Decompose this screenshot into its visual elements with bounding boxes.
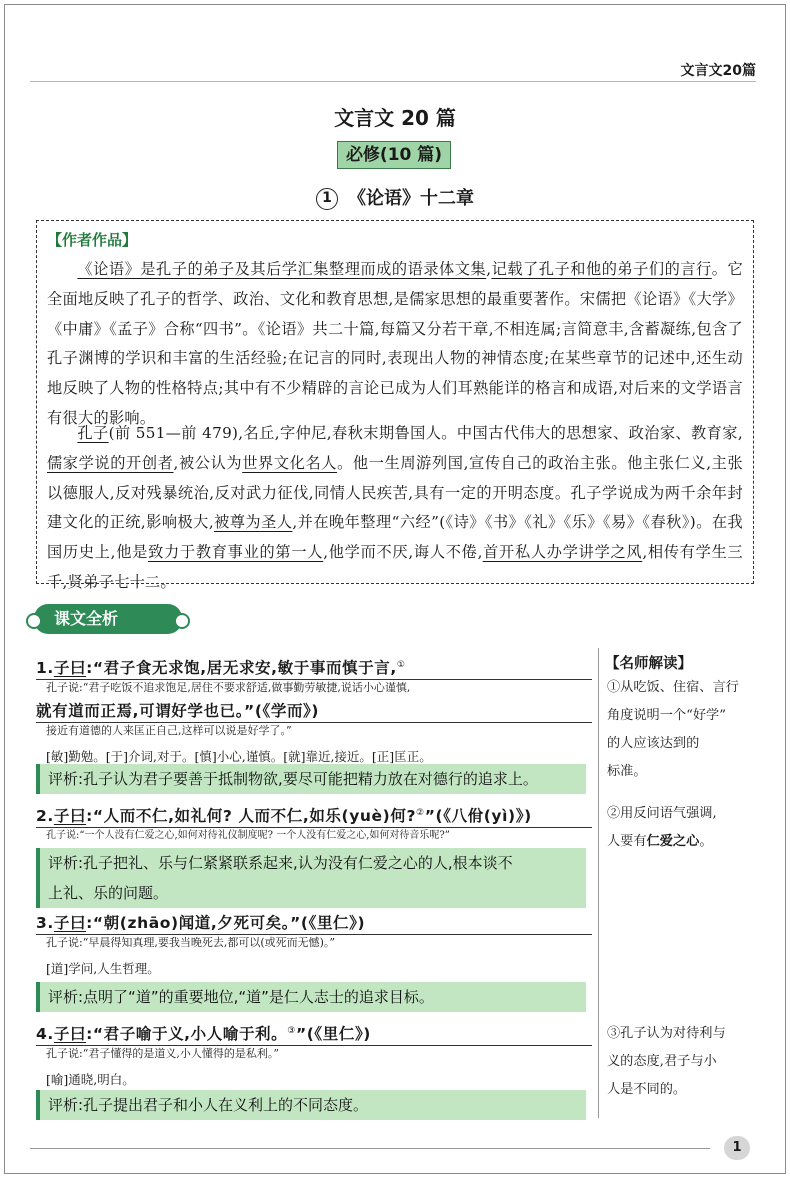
note-marker: ①	[396, 660, 406, 670]
teacher-notes-title: 【名师解读】	[605, 656, 692, 672]
text-run: ,	[486, 260, 492, 278]
passage-item-3	[36, 912, 592, 979]
translation-line: 接近有道德的人来匡正自己,这样可以说是好学了。”	[36, 722, 592, 739]
key-phrase: 世界文化名人	[242, 453, 338, 472]
translation-line: 孔子说:“君子吃饭不追求饱足,居住不要求舒适,做事勤劳敏捷,说话小心谨慎,	[36, 679, 592, 696]
section-banner: 必修(10 篇)	[337, 141, 451, 169]
translation-line: 孔子说:“一个人没有仁爱之心,如何对待礼仪制度呢? 一个人没有仁爱之心,如何对待音乐呢?”	[36, 827, 592, 844]
page-title: 文言文 20 篇	[334, 106, 456, 130]
word-gloss: [喻]通晓,明白。	[46, 1072, 135, 1088]
text-run: 。它全面地反映了孔子的哲学、政治、文化和教育思想,是儒家思想的最重要著作。宋儒把《论语》《大学》《中庸》《孟子》合称“四书”。《论语》共二十篇,每篇又分若干章,不相连属;言简意丰,含蓄凝练,包含了孔子渊博的学识和丰富的生活经验;在记言的同时,表现出人物的神情态度;在某些章节的记述中,还生动地反映了人物的性格特点;其中有不少精辟的言论已成为人们耳熟能详的格言和成语,对后来的文学语言有很大的影响。	[47, 260, 743, 427]
passage-line: 就有道而正焉,可谓好学也已。”(《学而》)	[36, 702, 320, 721]
text-run: ,被公认为	[173, 453, 243, 472]
teacher-note-2: ②用反问语气强调, 人要有仁爱之心。	[607, 806, 717, 849]
text-run: ,相传有学生三千,贤弟子七十二。	[47, 543, 743, 591]
author-paragraph-1	[47, 255, 743, 434]
author-paragraph-1-text	[47, 255, 743, 434]
key-phrase: 致力于教育事业的第一人	[148, 543, 324, 562]
teacher-notes-column	[598, 648, 754, 1118]
running-title: 文言文20篇	[680, 63, 756, 79]
text-run: ,并在晚年整理“六经”(《诗》《书》《礼》《乐》《易》《春秋》)。在我国历史上,他是	[47, 513, 743, 562]
teacher-note-3: ③孔子认为对待利与 义的态度,君子与小 人是不同的。	[607, 1026, 726, 1097]
translation-line: 孔子说:“早晨得知真理,要我当晚死去,都可以(或死而无憾)。”	[36, 934, 592, 951]
chapter-number: 1	[316, 188, 338, 210]
note-marker: ③	[287, 1026, 296, 1036]
author-box	[36, 220, 754, 591]
evaluation-box-1: 评析:孔子认为君子要善于抵制物欲,要尽可能把精力放在对德行的追求上。	[36, 764, 586, 794]
key-phrase: 首开私人办学讲学之风	[482, 543, 643, 562]
evaluation-box-3: 评析:点明了“道”的重要地位,“道”是仁人志士的追求目标。	[36, 982, 586, 1012]
passage-line: 1.子曰:“君子食无求饱,居无求安,敏于事而慎于言,①	[36, 659, 406, 678]
teacher-note-1: ①从吃饭、住宿、言行 角度说明一个“好学” 的人应该达到的 标准。	[607, 680, 739, 779]
key-phrase: 被尊为圣人	[213, 513, 293, 532]
chapter-title	[0, 184, 790, 210]
key-phrase: 孔子	[77, 424, 109, 442]
key-phrase: 儒家学说的开创者	[47, 453, 174, 472]
text-run: 。他一生周游列国,宣传自己的政治主张。他主张仁义,主张以德服人,反对残暴统治,反对武力征伐,同情人民疾苦,具有一定的开明态度。孔子学说成为两千余年封建文化的正统,影响极大,	[47, 453, 743, 532]
footer-rule	[30, 1148, 710, 1149]
translation-line: 孔子说:“君子懂得的是道义,小人懂得的是私利。”	[36, 1045, 592, 1062]
passage-item-1	[36, 654, 592, 767]
passage-line: 4.子曰:“君子喻于义,小人喻于利。③”(《里仁》)	[36, 1025, 371, 1044]
author-paragraph-2	[47, 419, 743, 598]
passage-item-4	[36, 1020, 592, 1090]
passage-line: 2.子曰:“人而不仁,如礼何? 人而不仁,如乐(yuè)何?②”(《八佾(yì)》)	[36, 807, 532, 826]
text-run: (前 551—前 479),名丘,字仲尼,春秋末期鲁国人。中国古代伟大的思想家、政治家、教育家,	[108, 424, 743, 442]
passage-line: 3.子曰:“朝(zhāo)闻道,夕死可矣。”(《里仁》)	[36, 914, 366, 932]
running-header	[30, 60, 756, 82]
word-gloss: [道]学问,人生哲理。	[46, 961, 160, 976]
analysis-banner: 课文全析	[34, 604, 182, 634]
text-run: ,他学而不厌,诲人不倦,	[323, 543, 483, 562]
evaluation-box-2: 评析:孔子把礼、乐与仁紧紧联系起来,认为没有仁爱之心的人,根本谈不 上礼、乐的问题。	[36, 848, 586, 908]
author-label: 【作者作品】	[47, 231, 138, 249]
author-paragraph-2-text	[47, 419, 743, 598]
page-number: 1	[724, 1136, 750, 1160]
chapter-name: 《论语》十二章	[348, 188, 474, 209]
word-gloss: [敏]勤勉。[于]介词,对于。[慎]小心,谨慎。[就]靠近,接近。[正]匡正。	[46, 749, 432, 765]
key-phrase: 《论语》是孔子的弟子及其后学汇集整理而成的语录体文集	[77, 260, 487, 278]
passage-item-2	[36, 802, 592, 844]
key-phrase: 记载了孔子和他的弟子们的言行	[491, 260, 712, 278]
note-marker: ②	[416, 808, 425, 818]
evaluation-box-4: 评析:孔子提出君子和小人在义利上的不同态度。	[36, 1090, 586, 1120]
